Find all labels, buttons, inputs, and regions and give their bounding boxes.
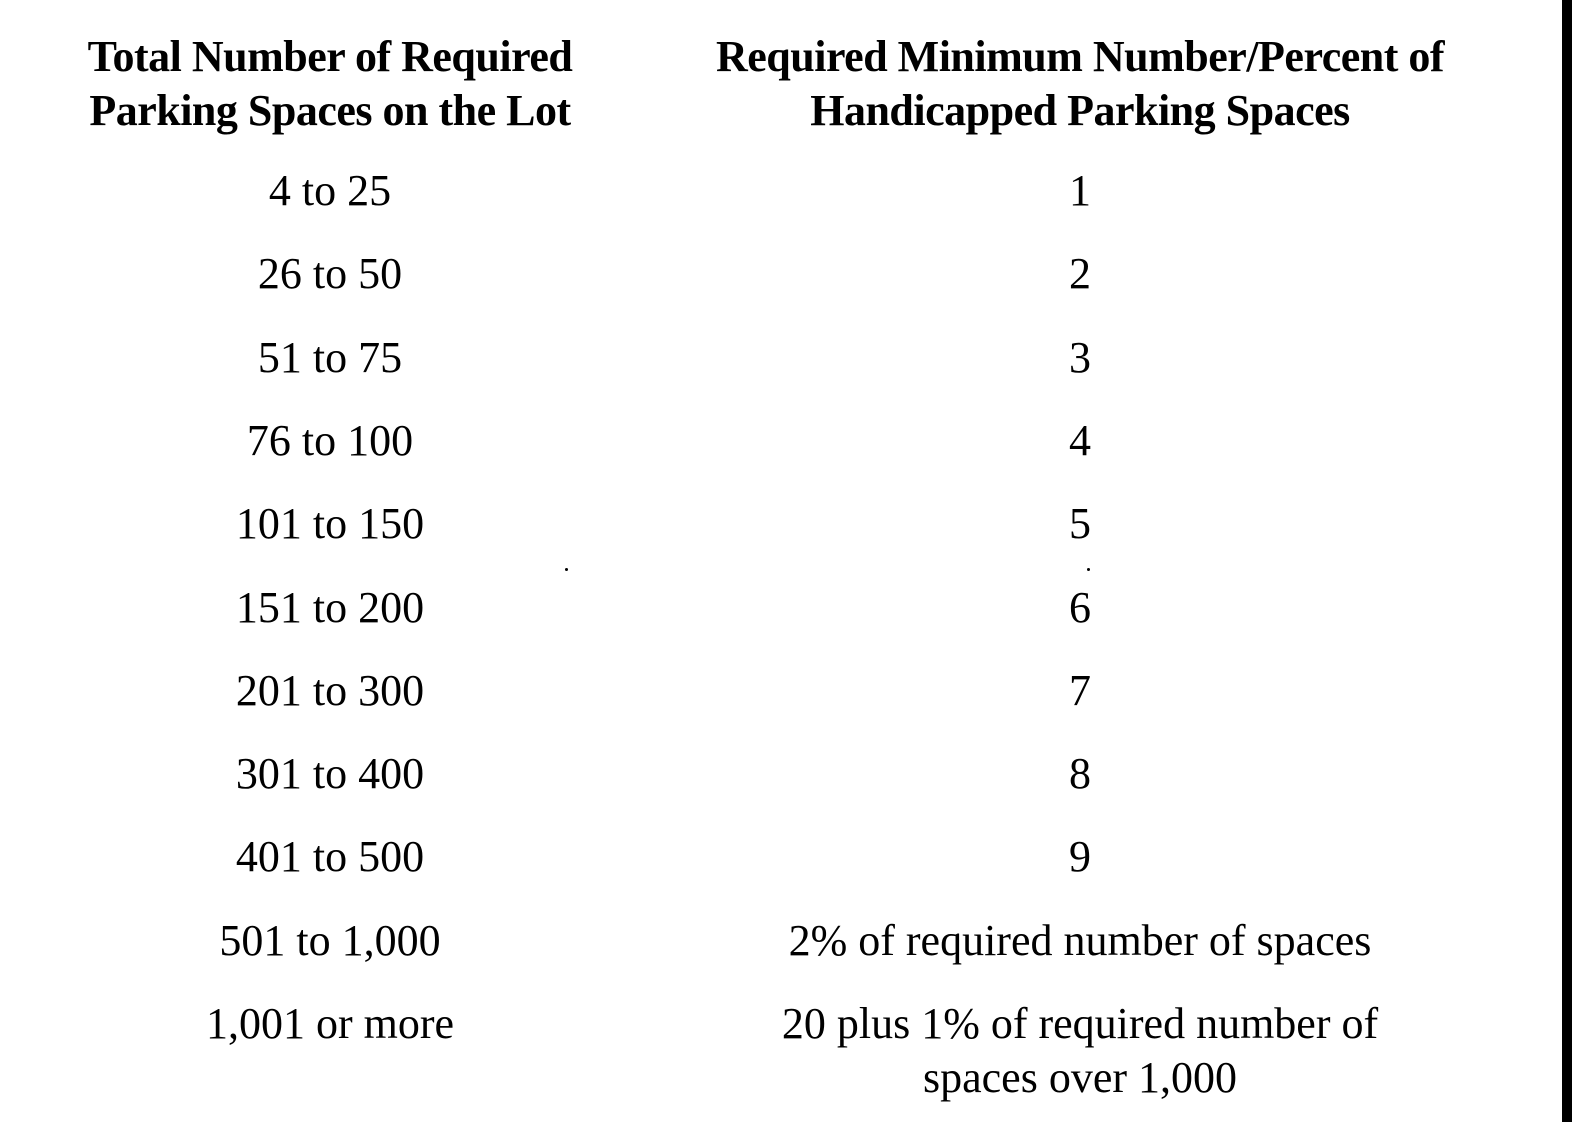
lot-size-cell: 201 to 300 <box>235 666 425 715</box>
table-row <box>0 414 1560 474</box>
header-right-line-1: Required Minimum Number/Percent of <box>715 32 1445 81</box>
lot-size-cell: 151 to 200 <box>235 583 425 632</box>
right-edge-rule <box>1562 0 1572 1122</box>
required-line: 20 plus 1% of required number of <box>781 999 1379 1048</box>
lot-size-cell: 101 to 150 <box>235 499 425 548</box>
required-handicapped-cell <box>680 164 1480 218</box>
required-handicapped-cell <box>680 747 1480 801</box>
lot-size-cell: 501 to 1,000 <box>219 916 441 965</box>
lot-size-cell: 4 to 25 <box>268 166 392 215</box>
required-handicapped-cell <box>680 497 1480 551</box>
required-handicapped-cell <box>680 914 1480 968</box>
table-row <box>0 747 1560 807</box>
required-handicapped-cell <box>680 664 1480 718</box>
table-row <box>0 331 1560 391</box>
required-line: 9 <box>1069 832 1091 881</box>
required-handicapped-cell <box>680 331 1480 385</box>
table-row <box>0 247 1560 307</box>
required-line: 2 <box>1069 249 1091 298</box>
header-right-line-2: Handicapped Parking Spaces <box>810 86 1350 135</box>
required-handicapped-cell <box>680 247 1480 301</box>
table-row <box>0 830 1560 890</box>
lot-size-cell: 301 to 400 <box>235 749 425 798</box>
header-left-line-2: Parking Spaces on the Lot <box>89 86 571 135</box>
table-row <box>0 581 1560 641</box>
required-line: spaces over 1,000 <box>922 1053 1237 1102</box>
lot-size-cell: 51 to 75 <box>257 333 403 382</box>
header-left-line-1: Total Number of Required <box>87 32 573 81</box>
required-line: 7 <box>1069 666 1091 715</box>
table-row <box>0 497 1560 557</box>
table-row <box>0 164 1560 224</box>
table-row <box>0 664 1560 724</box>
scan-speck <box>565 568 568 571</box>
required-line: 5 <box>1069 499 1091 548</box>
required-line: 3 <box>1069 333 1091 382</box>
table-row <box>0 997 1560 1102</box>
required-line: 4 <box>1069 416 1091 465</box>
required-handicapped-cell <box>680 581 1480 635</box>
required-line: 8 <box>1069 749 1091 798</box>
lot-size-cell: 401 to 500 <box>235 832 425 881</box>
required-line: 6 <box>1069 583 1091 632</box>
required-handicapped-cell <box>680 997 1480 1105</box>
table-row <box>0 914 1560 974</box>
required-line: 1 <box>1069 166 1091 215</box>
required-handicapped-cell <box>680 414 1480 468</box>
scan-speck <box>1087 568 1090 571</box>
lot-size-cell: 76 to 100 <box>246 416 414 465</box>
required-line: 2% of required number of spaces <box>788 916 1372 965</box>
lot-size-cell: 1,001 or more <box>205 999 455 1048</box>
required-handicapped-cell <box>680 830 1480 884</box>
lot-size-cell: 26 to 50 <box>257 249 403 298</box>
